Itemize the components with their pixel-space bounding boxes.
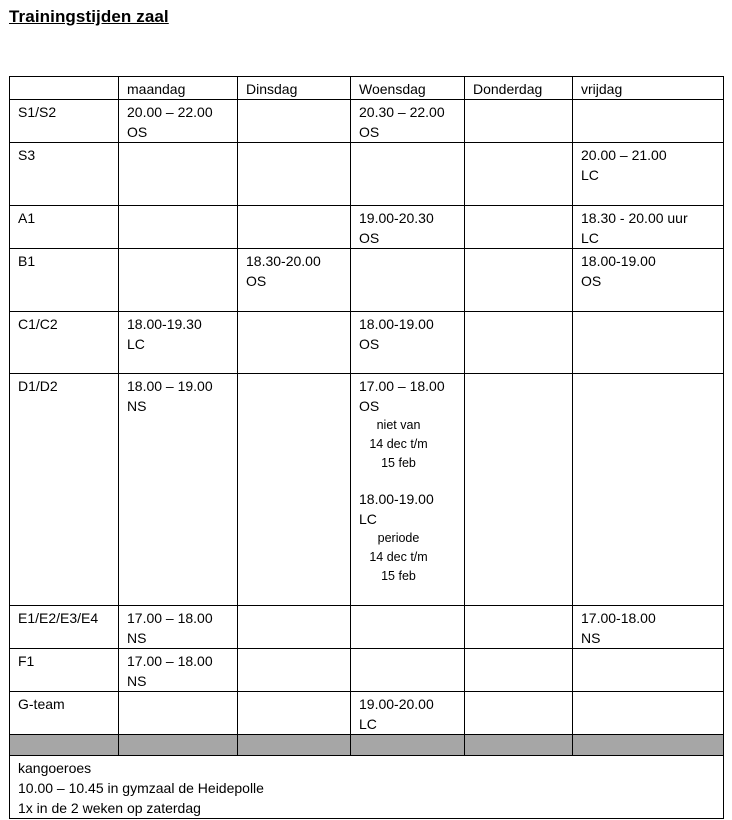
note-text: 15 feb [381, 456, 416, 470]
time-text: 17.00-18.00 [581, 610, 656, 626]
team-cell: D1/D2 [10, 374, 119, 606]
schedule-cell [465, 649, 573, 692]
separator-row [10, 735, 724, 756]
schedule-cell [465, 374, 573, 606]
time-text: 19.00-20.00 [359, 696, 434, 712]
footer-line: 1x in de 2 weken op zaterdag [18, 800, 201, 816]
kangoeroes-note [10, 756, 724, 819]
schedule-cell [238, 692, 351, 735]
team-cell: C1/C2 [10, 312, 119, 374]
schedule-cell [119, 206, 238, 249]
time-text: 17.00 – 18.00 [127, 610, 213, 626]
schedule-cell [351, 249, 465, 312]
schedule-cell [465, 692, 573, 735]
schedule-cell [573, 649, 724, 692]
table-row [10, 374, 724, 606]
time-text: 20.30 – 22.00 [359, 104, 445, 120]
location-text: LC [581, 167, 599, 183]
schedule-cell [238, 206, 351, 249]
table-row [10, 692, 724, 735]
schedule-cell [351, 692, 465, 735]
location-text: NS [127, 673, 147, 689]
footer-line: kangoeroes [18, 760, 92, 776]
time-text: 18.00-19.00 [359, 316, 434, 332]
schedule-cell [238, 249, 351, 312]
time-text: 17.00 – 18.00 [127, 653, 213, 669]
note-text: 14 dec t/m [369, 550, 428, 564]
training-schedule-table [9, 76, 724, 819]
schedule-cell [351, 649, 465, 692]
schedule-cell [465, 206, 573, 249]
location-text: OS [246, 273, 267, 289]
footer-line: 10.00 – 10.45 in gymzaal de Heidepolle [18, 780, 264, 796]
schedule-cell [573, 206, 724, 249]
schedule-cell [119, 143, 238, 206]
schedule-cell [573, 374, 724, 606]
team-cell: E1/E2/E3/E4 [10, 606, 119, 649]
table-row [10, 312, 724, 374]
schedule-cell [119, 692, 238, 735]
schedule-cell [465, 249, 573, 312]
schedule-cell [119, 649, 238, 692]
header-day: Dinsdag [238, 77, 351, 100]
schedule-cell [465, 100, 573, 143]
location-text: OS [359, 124, 380, 140]
schedule-cell [119, 249, 238, 312]
location-text: OS [127, 124, 148, 140]
table-row [10, 206, 724, 249]
schedule-cell [465, 312, 573, 374]
time-text: 18.00 – 19.00 [127, 378, 213, 394]
header-day: maandag [119, 77, 238, 100]
page-title: Trainingstijden zaal [9, 7, 169, 26]
note-text: periode [377, 531, 420, 545]
team-cell: G-team [10, 692, 119, 735]
location-text: OS [359, 398, 380, 414]
location-text: NS [127, 630, 147, 646]
header-team-cell [10, 77, 119, 100]
schedule-cell [465, 606, 573, 649]
header-day: Donderdag [465, 77, 573, 100]
location-text: OS [359, 230, 380, 246]
schedule-cell [573, 692, 724, 735]
location-text: LC [581, 230, 599, 246]
schedule-cell [351, 312, 465, 374]
location-text: LC [359, 511, 377, 527]
schedule-cell [238, 606, 351, 649]
header-row [10, 77, 724, 100]
location-text: NS [581, 630, 601, 646]
team-cell: A1 [10, 206, 119, 249]
time-text: 18.30 - 20.00 uur [581, 210, 688, 226]
location-text: NS [127, 398, 147, 414]
schedule-cell [119, 606, 238, 649]
time-text: 17.00 – 18.00 [359, 378, 445, 394]
schedule-cell [119, 100, 238, 143]
time-text: 20.00 – 21.00 [581, 147, 667, 163]
schedule-cell [351, 100, 465, 143]
note-text: 14 dec t/m [369, 437, 428, 451]
table-row [10, 100, 724, 143]
table-row [10, 249, 724, 312]
table-row [10, 649, 724, 692]
team-cell: F1 [10, 649, 119, 692]
team-cell: S3 [10, 143, 119, 206]
time-text: 19.00-20.30 [359, 210, 434, 226]
schedule-cell [573, 606, 724, 649]
location-text: LC [127, 336, 145, 352]
schedule-cell [573, 143, 724, 206]
note-text: 15 feb [381, 569, 416, 583]
note-text: niet van [376, 418, 421, 432]
location-text: LC [359, 716, 377, 732]
schedule-cell [238, 312, 351, 374]
time-text: 18.30-20.00 [246, 253, 321, 269]
location-text: OS [359, 336, 380, 352]
location-text: OS [581, 273, 602, 289]
schedule-cell [238, 649, 351, 692]
table-row [10, 606, 724, 649]
schedule-cell [351, 143, 465, 206]
footer-row [10, 756, 724, 819]
schedule-cell [351, 606, 465, 649]
header-day: vrijdag [573, 77, 724, 100]
header-day: Woensdag [351, 77, 465, 100]
schedule-cell [573, 100, 724, 143]
time-text: 18.00-19.00 [359, 491, 434, 507]
schedule-cell [238, 143, 351, 206]
schedule-cell [573, 312, 724, 374]
schedule-cell [238, 374, 351, 606]
team-cell: S1/S2 [10, 100, 119, 143]
time-text: 18.00-19.30 [127, 316, 202, 332]
schedule-cell [573, 249, 724, 312]
table-row [10, 143, 724, 206]
team-cell: B1 [10, 249, 119, 312]
schedule-cell [119, 312, 238, 374]
schedule-cell [119, 374, 238, 606]
time-text: 18.00-19.00 [581, 253, 656, 269]
time-text: 20.00 – 22.00 [127, 104, 213, 120]
schedule-cell [351, 374, 465, 606]
schedule-cell [238, 100, 351, 143]
schedule-cell [351, 206, 465, 249]
schedule-cell [465, 143, 573, 206]
